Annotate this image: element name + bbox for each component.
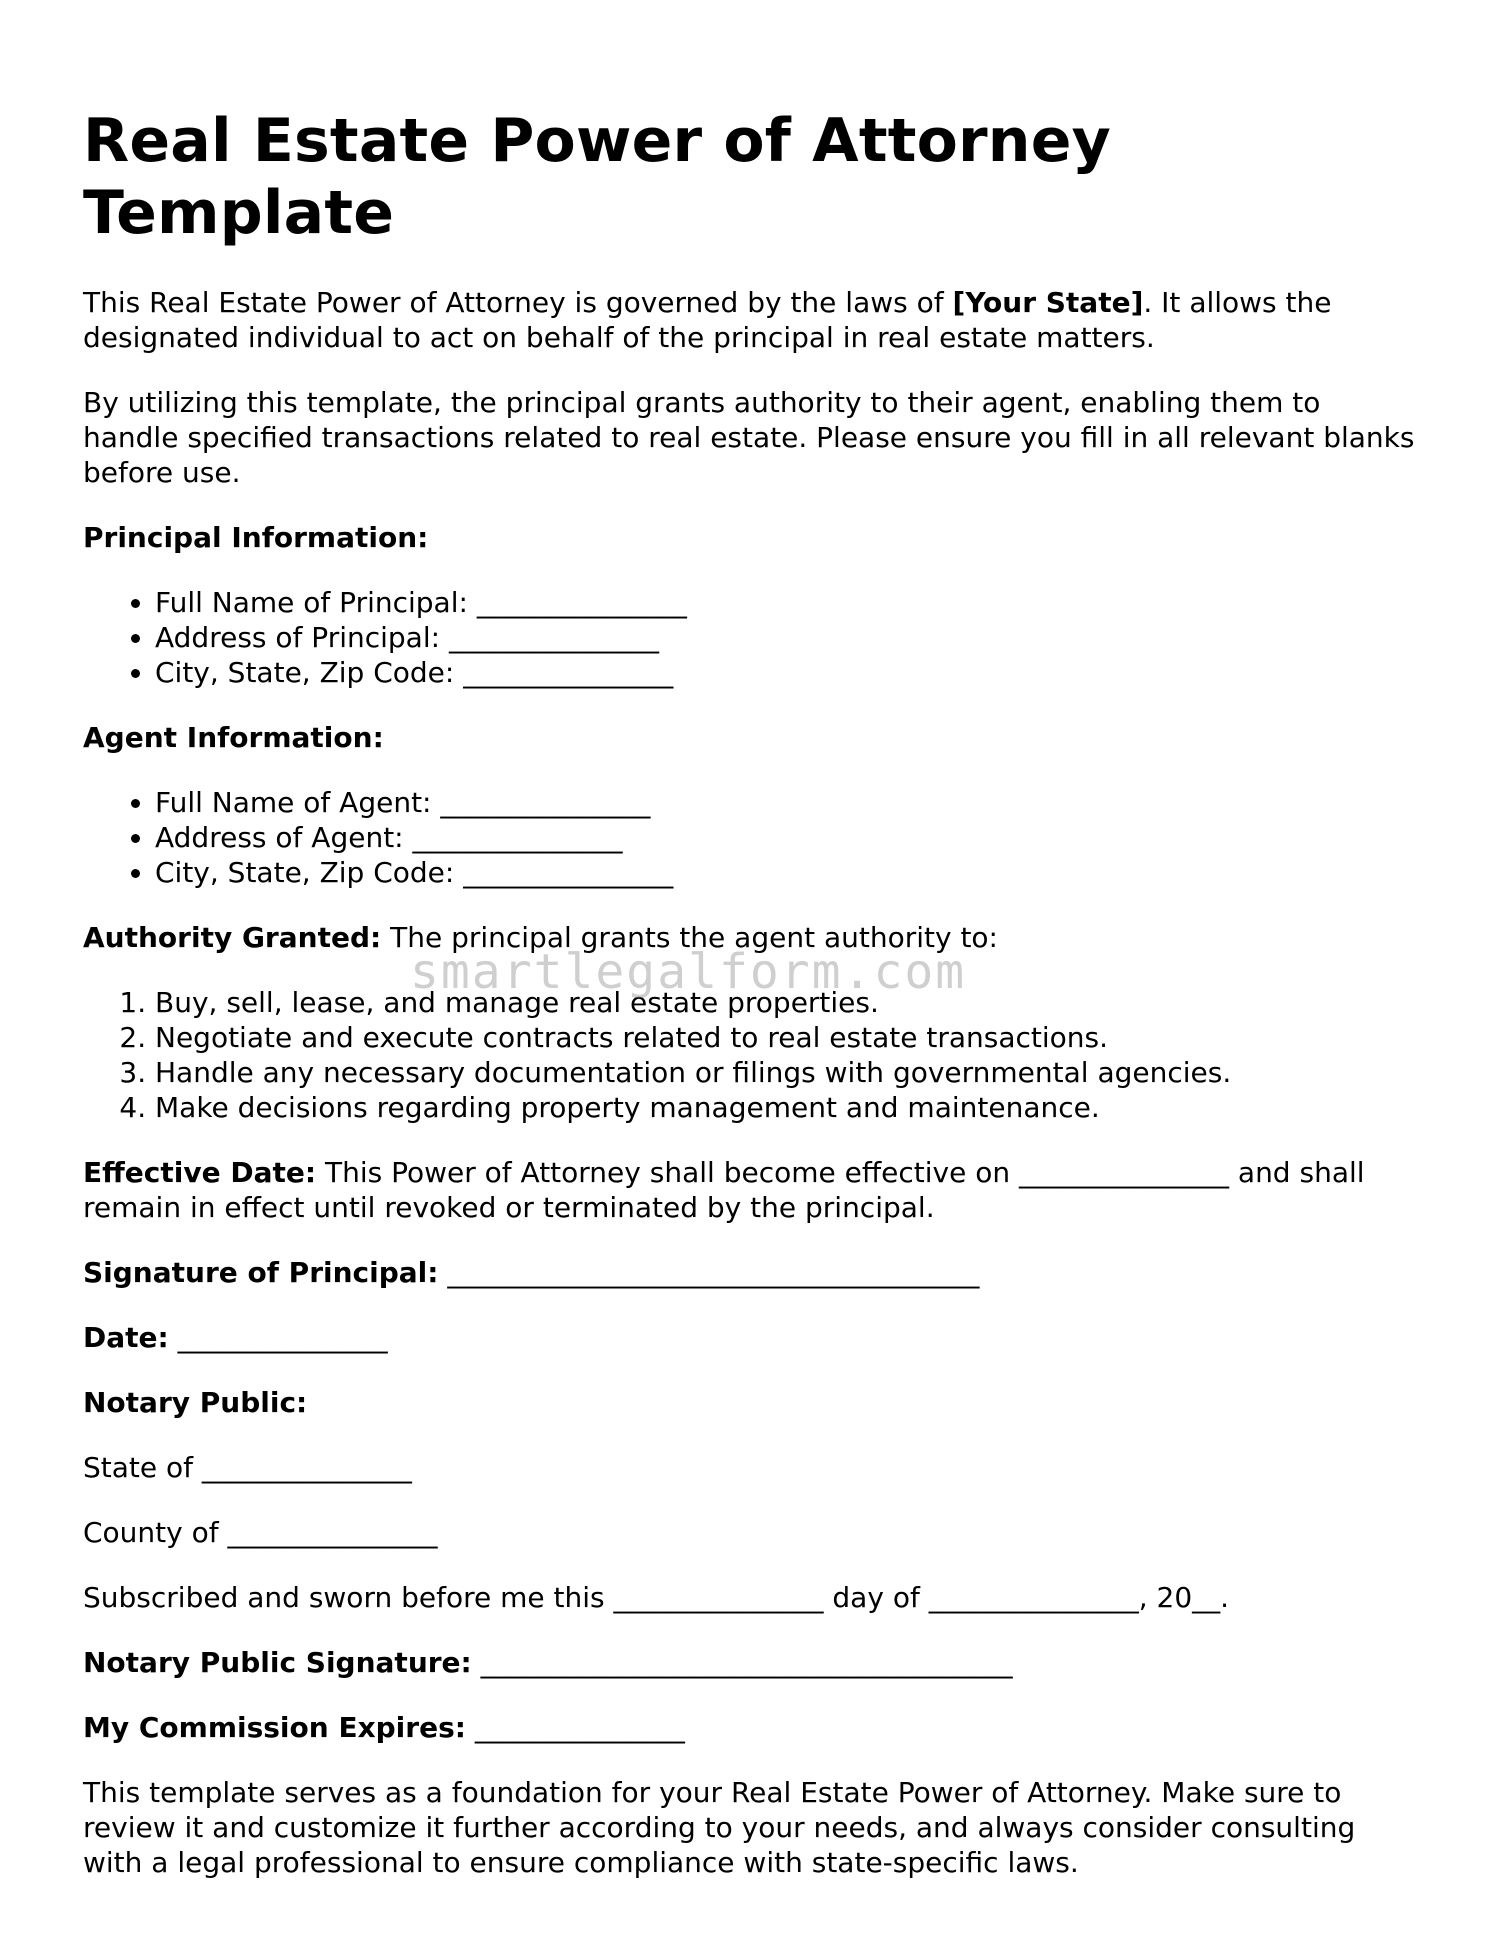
list-item: 2. Negotiate and execute contracts related to real estate transactions. (155, 1020, 1423, 1055)
principal-signature-line (83, 1255, 1423, 1290)
state-placeholder: [Your State] (952, 286, 1144, 319)
date-label: Date: (83, 1321, 169, 1354)
principal-signature-label: Signature of Principal: (83, 1256, 439, 1289)
intro-text-part2: . It allows the designated individual to act on behalf of the principal in real estate matters. (83, 286, 1332, 354)
list-item: 3. Handle any necessary documentation or filings with governmental agencies. (155, 1055, 1423, 1090)
list-item: • Full Name of Agent: _______________ (155, 785, 1423, 820)
date-line (83, 1320, 1423, 1355)
principal-signature-blank: ______________________________________ (438, 1256, 980, 1289)
agent-list (83, 785, 1423, 890)
notary-county-line: County of _______________ (83, 1516, 438, 1549)
intro-text-part1: This Real Estate Power of Attorney is governed by the laws of (83, 286, 953, 319)
effective-date-label: Effective Date: (83, 1156, 317, 1189)
notary-state-line: State of _______________ (83, 1451, 412, 1484)
agent-heading-text: Agent Information: (83, 721, 384, 754)
authority-list (83, 985, 1423, 1125)
intro-paragraph (83, 285, 1423, 355)
notary-signature-blank: ______________________________________ (471, 1646, 1013, 1679)
authority-label: Authority Granted: (83, 921, 382, 954)
watermark: smartlegalform.com (410, 944, 967, 1000)
list-item: • Full Name of Principal: _______________ (155, 585, 1423, 620)
notary-heading (83, 1385, 1423, 1420)
date-blank: _______________ (168, 1321, 388, 1354)
authority-text: The principal grants the agent authority to: (381, 921, 998, 954)
purpose-paragraph: By utilizing this template, the principal grants authority to their agent, enabling them to handle specified transactions related to real estate. Please ensure you fill in all relevant blanks before use. (83, 386, 1415, 489)
list-item: 4. Make decisions regarding property management and maintenance. (155, 1090, 1423, 1125)
commission-blank: _______________ (465, 1711, 685, 1744)
list-item: 1. Buy, sell, lease, and manage real estate properties. (155, 985, 1423, 1020)
principal-heading-text: Principal Information: (83, 521, 429, 554)
authority-paragraph (83, 920, 1423, 955)
effective-date-text: This Power of Attorney shall become effective on _______________ and shall remain in effect until revoked or terminated by the principal. (83, 1156, 1365, 1224)
notary-signature-line (83, 1645, 1423, 1680)
closing-paragraph: This template serves as a foundation for your Real Estate Power of Attorney. Make sure to review it and customize it further according to your needs, and always consider consulting with a legal professional to ensure compliance with state-specific laws. (83, 1776, 1356, 1879)
commission-label: My Commission Expires: (83, 1711, 466, 1744)
notary-heading-text: Notary Public: (83, 1386, 308, 1419)
notary-sworn-line: Subscribed and sworn before me this _______________ day of _______________, 20__. (83, 1581, 1230, 1614)
list-item: • City, State, Zip Code: _______________ (155, 655, 1423, 690)
commission-line (83, 1710, 1423, 1745)
principal-heading (83, 520, 1423, 555)
document-title: Real Estate Power of Attorney Template (83, 106, 1111, 248)
list-item: • Address of Agent: _______________ (155, 820, 1423, 855)
effective-date-paragraph (83, 1155, 1423, 1225)
list-item: • City, State, Zip Code: _______________ (155, 855, 1423, 890)
notary-signature-label: Notary Public Signature: (83, 1646, 472, 1679)
principal-list (83, 585, 1423, 690)
agent-heading (83, 720, 1423, 755)
document-page (83, 105, 1423, 1910)
list-item: • Address of Principal: _______________ (155, 620, 1423, 655)
